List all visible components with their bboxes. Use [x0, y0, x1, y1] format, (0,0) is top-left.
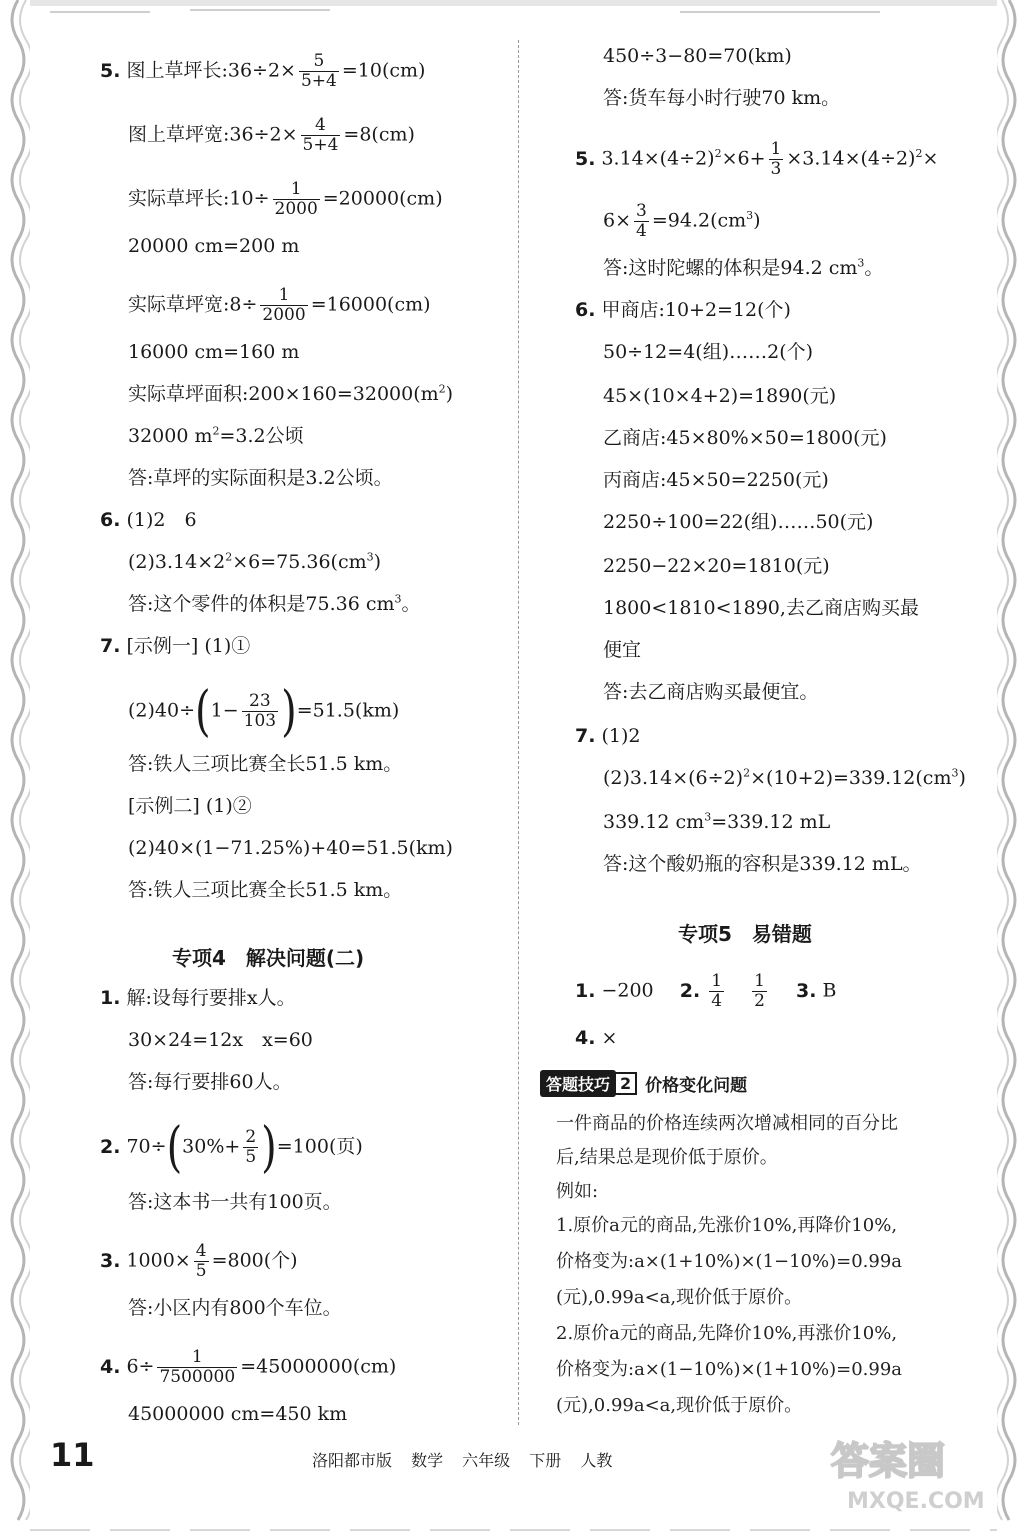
tip-line-5: 价格变为:a×(1+10%)×(1−10%)=0.99a: [556, 1251, 903, 1272]
tip-line-2: 后,结果总是现价低于原价。: [556, 1147, 778, 1168]
q5-line-2: 图上草坪宽:36÷2× $\frac{4}{5+4}$ =8(cm): [128, 115, 415, 155]
q6-answer: 答:这个零件的体积是75.36 $cm^3$。: [128, 592, 421, 615]
r6-line-7: 2250−22×20=1810(元): [603, 555, 830, 577]
s4-line-1: 4. 6÷ $\frac{1}{7500000}$ =45000000(cm): [100, 1347, 397, 1387]
r7-line-2: $(2)3.14\times(6\div 2)^2\times(10+2)=339.12(cm^3)$: [603, 766, 966, 789]
r5-line-1: 5. $3.14\times(4\div 2)^2\times 6+$ $\frac{1}{3}$ $\times 3.14\times(4\div 2)^2\times$: [575, 139, 939, 179]
q5-line-7: 实际草坪面积$:200\times 160=32000(m^2)$: [128, 382, 454, 405]
q5-line-6: 16000 cm=160 m: [128, 341, 300, 363]
r6-line-1: 6. 甲商店:10+2=12(个): [575, 299, 791, 321]
section-5-title: 专项5 易错题: [678, 922, 812, 946]
r5-number: 5.: [575, 147, 596, 170]
tip-title: 价格变化问题: [645, 1076, 748, 1096]
fraction: $\frac{1}{3}$: [770, 139, 782, 179]
q5-line-5: 实际草坪宽:8÷ $\frac{1}{2000}$ =16000(cm): [128, 285, 431, 325]
r0-answer: 答:货车每小时行驶70 km。: [603, 87, 841, 109]
s2-line-1: 2. 70÷(30%+ $\frac{2}{5}$ )=100(页): [100, 1116, 363, 1179]
r6-number: 6.: [575, 299, 596, 321]
q5-number: 5.: [100, 59, 121, 82]
r7-answer: 答:这个酸奶瓶的容积是339.12 mL。: [603, 853, 922, 875]
q6-line-2: $(2)3.14\times 2^2\times 6=75.36(cm^3)$: [128, 550, 382, 573]
fraction: $\frac{23}{103}$: [243, 691, 277, 731]
left-paren: (: [166, 1116, 183, 1179]
section-4-title: 专项4 解决问题(二): [172, 946, 365, 970]
footer-text: 洛阳都市版 数学 六年级 下册 人教: [312, 1451, 613, 1470]
r6-line-8: 1800<1810<1890,去乙商店购买最: [603, 597, 919, 619]
r7-line-1: 7. (1)2: [575, 725, 641, 747]
q7-answer-1: 答:铁人三项比赛全长51.5 km。: [128, 753, 403, 775]
s1-number: 1.: [100, 987, 121, 1009]
fraction: $\frac{1}{4}$: [711, 971, 723, 1011]
left-wavy-border: [0, 0, 30, 1536]
fraction: $\frac{1}{7500000}$: [159, 1347, 236, 1387]
fraction: $\frac{4}{5+4}$: [302, 115, 339, 155]
r6-line-3: 45×(10×4+2)=1890(元): [603, 385, 837, 407]
q7-line-2: (2)40÷(1− $\frac{23}{103}$ )=51.5(km): [128, 680, 400, 743]
page-number: 11: [50, 1436, 95, 1474]
s3-number: 3.: [100, 1249, 121, 1272]
q7-line-1: 7. [示例一] (1)①: [100, 635, 251, 657]
r5-answer: 答:这时陀螺的体积是94.2 $cm^3$。: [603, 256, 884, 279]
fraction: $\frac{1}{2000}$: [262, 285, 306, 325]
watermark-top-text: 答案圈: [831, 1439, 946, 1483]
tip-line-8: 价格变为:a×(1−10%)×(1+10%)=0.99a: [556, 1359, 903, 1380]
e-line-1: 1. −200 2. $\frac{1}{4}$ $\frac{1}{2}$ 3. B: [575, 971, 837, 1011]
q5-answer: 答:草坪的实际面积是3.2公顷。: [128, 467, 393, 489]
tip-badge: 答题技巧: [540, 1070, 616, 1097]
q6-number: 6.: [100, 509, 121, 531]
s4-number: 4.: [100, 1355, 121, 1378]
s3-line-1: 3. 1000× $\frac{4}{5}$ =800(个): [100, 1241, 298, 1281]
q5-line-8: 32000 $m^2=3.2$公顷: [128, 424, 304, 447]
r5-line-2: 6× $\frac{3}{4}$ $=94.2(cm^3)$: [603, 201, 761, 241]
r0-line-1: 450÷3−80=70(km): [603, 45, 792, 67]
q5-line-1: 5. 图上草坪长:36÷2× $\frac{5}{5+4}$ =10(cm): [100, 51, 426, 91]
r6-line-5: 丙商店:45×50=2250(元): [603, 469, 829, 491]
tip-line-7: 2.原价a元的商品,先降价10%,再涨价10%,: [556, 1323, 898, 1344]
s4-line-2: 45000000 cm=450 km: [128, 1403, 348, 1425]
left-paren: (: [195, 680, 211, 743]
tip-header: [540, 1070, 747, 1098]
bottom-scan-band: [30, 1520, 997, 1536]
fraction: $\frac{3}{4}$: [636, 201, 647, 241]
tip-line-9: (元),0.99a<a,现价低于原价。: [556, 1395, 803, 1416]
tip-number: 2: [614, 1072, 637, 1095]
r6-line-2: 50÷12=4(组)……2(个): [603, 341, 814, 363]
fraction: $\frac{2}{5}$: [245, 1127, 257, 1167]
right-wavy-border: [997, 0, 1027, 1536]
r6-line-9: 便宜: [603, 639, 642, 661]
right-paren: ): [281, 680, 297, 743]
tip-line-4: 1.原价a元的商品,先涨价10%,再降价10%,: [556, 1215, 898, 1236]
r7-line-3: 339.12 $cm^3=339.12$ mL: [603, 810, 831, 833]
s1-line-1: 1. 解:设每行要排x人。: [100, 987, 296, 1009]
q7-answer-2: 答:铁人三项比赛全长51.5 km。: [128, 879, 403, 901]
s1-line-2: 30×24=12x x=60: [128, 1029, 313, 1051]
q7-line-4: (2)40×(1−71.25%)+40=51.5(km): [128, 837, 453, 859]
q5-line-3: 实际草坪长:10÷ $\frac{1}{2000}$ =20000(cm): [128, 179, 443, 219]
column-divider: [518, 40, 519, 1425]
q6-line-1: 6. (1)2 6: [100, 509, 197, 531]
s1-answer: 答:每行要排60人。: [128, 1071, 292, 1093]
r7-number: 7.: [575, 725, 596, 747]
s3-answer: 答:小区内有800个车位。: [128, 1297, 342, 1319]
q5-line-4: 20000 cm=200 m: [128, 235, 300, 257]
fraction: $\frac{1}{2}$: [754, 971, 765, 1011]
fraction: $\frac{4}{5}$: [195, 1241, 207, 1281]
top-scan-band: [30, 0, 997, 22]
tip-line-3: 例如:: [556, 1181, 599, 1202]
e-line-4: 4. ×: [575, 1027, 618, 1049]
right-paren: ): [261, 1116, 277, 1179]
s2-number: 2.: [100, 1135, 121, 1158]
tip-line-1: 一件商品的价格连续两次增减相同的百分比: [556, 1113, 898, 1134]
fraction: $\frac{5}{5+4}$: [300, 51, 337, 91]
tip-line-6: (元),0.99a<a,现价低于原价。: [556, 1287, 803, 1308]
watermark-bottom-text: MXQE.COM: [847, 1489, 985, 1514]
s2-answer: 答:这本书一共有100页。: [128, 1191, 342, 1213]
r6-answer: 答:去乙商店购买最便宜。: [603, 681, 819, 703]
q7-line-3: [示例二] (1)②: [128, 795, 252, 817]
r6-line-4: 乙商店:45×80%×50=1800(元): [603, 427, 887, 449]
fraction: $\frac{1}{2000}$: [274, 179, 318, 219]
r6-line-6: 2250÷100=22(组)……50(元): [603, 511, 874, 533]
watermark-logo: [821, 1430, 1001, 1520]
q7-number: 7.: [100, 635, 121, 657]
